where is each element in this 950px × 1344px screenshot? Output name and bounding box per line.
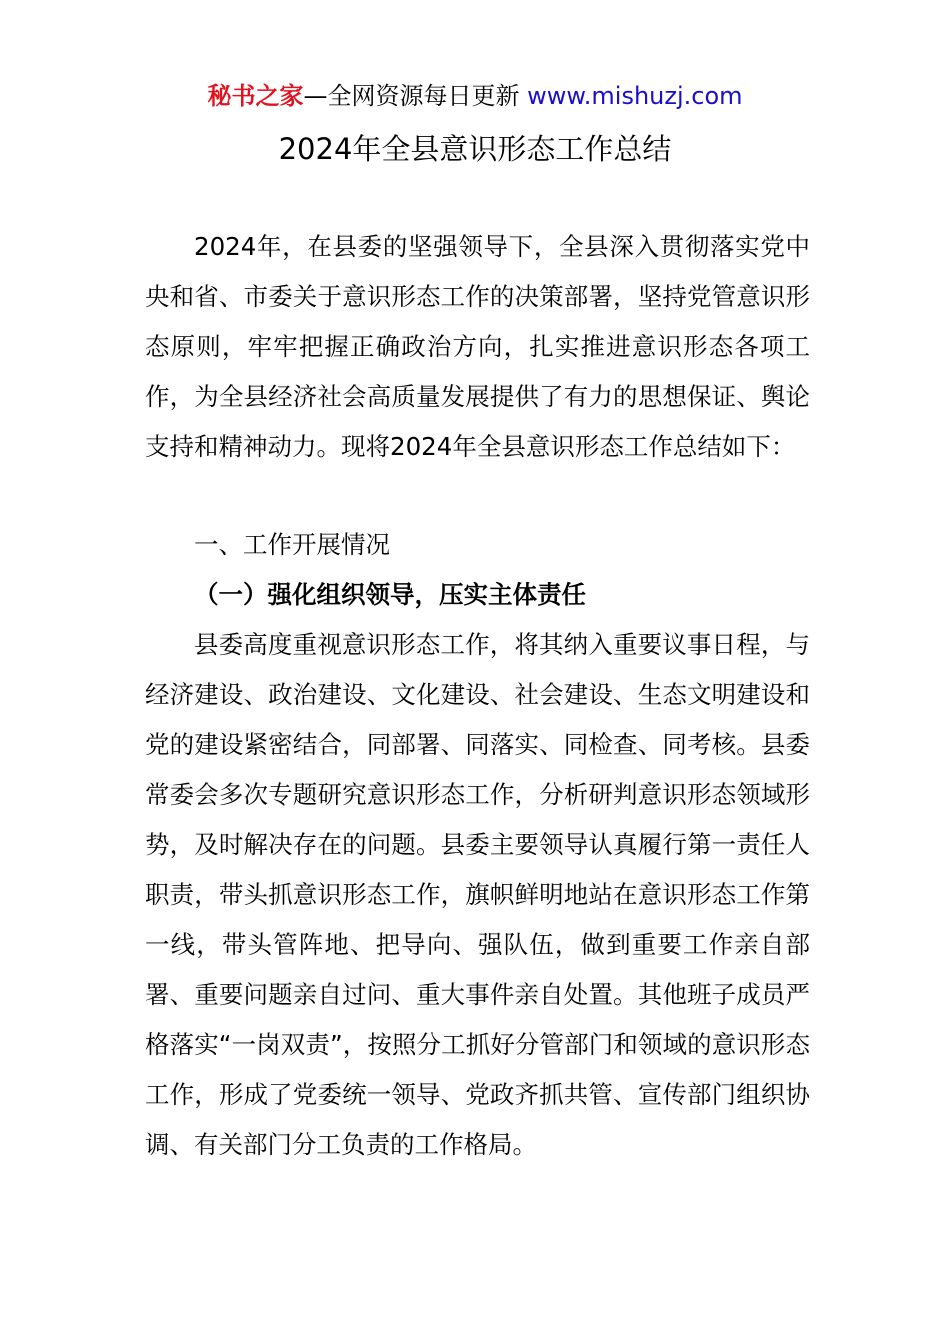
site-banner <box>0 80 950 112</box>
site-tagline: —全网资源每日更新 <box>303 82 528 110</box>
section-heading: 一、工作开展情况 <box>194 530 390 559</box>
document-title: 2024年全县意识形态工作总结 <box>278 132 672 166</box>
site-url-link[interactable]: www.mishuzj.com <box>527 82 743 110</box>
subsection-paragraph: 县委高度重视意识形态工作，将其纳入重要议事日程，与经济建设、政治建设、文化建设、社会建设、生态文明建设和党的建设紧密结合，同部署、同落实、同检查、同考核。县委常委会多次专题研究意识形态工作，分析研判意识形态领域形势，及时解决存在的问题。县委主要领导认真履行第一责任人职责，带头抓意识形态工作，旗帜鲜明地站在意识形态工作第一线，带头管阵地、把导向、强队伍，做到重要工作亲自部署、重要问题亲自过问、重大事件亲自处置。其他班子成员严格落实“一岗双责”，按照分工抓好分管部门和领域的意识形态工作，形成了党委统一领导、党政齐抓共管、宣传部门组织协调、有关部门分工负责的工作格局。 <box>145 630 810 1159</box>
intro-paragraph: 2024年，在县委的坚强领导下，全县深入贯彻落实党中央和省、市委关于意识形态工作的决策部署，坚持党管意识形态原则，牢牢把握正确政治方向，扎实推进意识形态各项工作，为全县经济社会高质量发展提供了有力的思想保证、舆论支持和精神动力。现将2024年全县意识形态工作总结如下： <box>145 232 810 461</box>
subsection-heading: （一）强化组织领导，压实主体责任 <box>194 580 586 609</box>
site-name: 秘书之家 <box>207 82 304 110</box>
